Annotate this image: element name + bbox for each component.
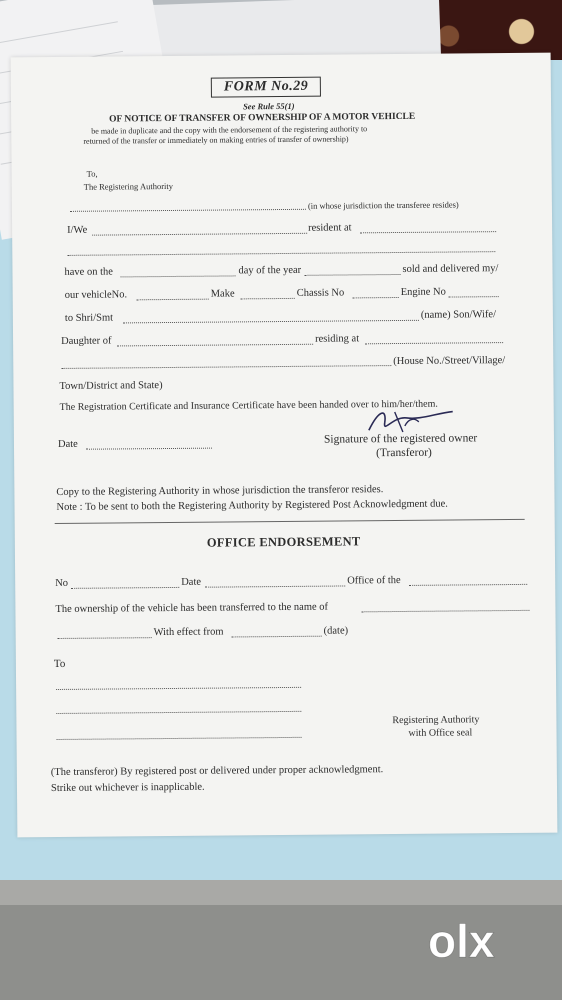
jurisdiction-blank xyxy=(70,209,306,212)
parent-name-blank xyxy=(117,344,313,347)
transferee-name-blank xyxy=(123,320,419,324)
house-street-label: (House No./Street/Village/ xyxy=(393,355,506,368)
daughter-of-label: Daughter of xyxy=(61,335,112,347)
endorse-date-blank xyxy=(205,585,345,587)
resident-blank xyxy=(360,231,496,233)
son-wife-label: (name) Son/Wife/ xyxy=(420,309,497,321)
footnote-strike-out: Strike out whichever is inapplicable. xyxy=(50,781,205,795)
endorse-date-label: Date xyxy=(181,576,202,588)
sold-delivered-label: sold and delivered my/ xyxy=(402,263,499,275)
year-blank xyxy=(305,274,401,276)
shri-smt-label: to Shri/Smt xyxy=(64,312,114,324)
office-seal-label: with Office seal xyxy=(408,727,473,739)
section-divider xyxy=(55,519,525,524)
residing-blank xyxy=(365,342,503,344)
address-blank xyxy=(67,251,495,256)
instruction-line-2: returned of the transfer or immediately on making entries of transfer of ownership) xyxy=(83,134,349,146)
town-state-label: Town/District and State) xyxy=(59,380,163,392)
transferor-label: (Transferor) xyxy=(376,446,432,460)
form-document xyxy=(11,53,558,838)
no-blank xyxy=(71,587,179,589)
engine-label: Engine No xyxy=(400,286,446,298)
i-we-label: I/We xyxy=(67,224,88,236)
to-label: To, xyxy=(86,168,98,179)
signature-label: Signature of the registered owner xyxy=(323,432,478,446)
olx-logo xyxy=(426,917,526,965)
handed-over-text: The Registration Certificate and Insurance Certificate have been handed over to him/her/them. xyxy=(59,398,438,413)
residing-at-label: residing at xyxy=(315,333,360,345)
date-label: Date xyxy=(57,438,78,450)
make-blank xyxy=(241,298,295,299)
date-paren-label: (date) xyxy=(323,625,349,637)
office-blank xyxy=(409,584,527,586)
new-owner-blank xyxy=(361,610,529,612)
olx-logo-text: olx xyxy=(428,917,495,965)
ownership-text: The ownership of the vehicle has been transferred to the name of xyxy=(55,601,329,616)
vehicle-no-label: our vehicleNo. xyxy=(64,289,128,301)
authority-label: The Registering Authority xyxy=(83,180,174,192)
note-line: Note : To be sent to both the Registering Authority by Registered Post Acknowledgment due. xyxy=(56,498,448,513)
house-blank xyxy=(61,365,391,369)
form-title: FORM No.29 xyxy=(211,77,322,98)
resident-label: resident at xyxy=(308,222,352,234)
effect-date-blank xyxy=(232,636,322,638)
engine-blank xyxy=(449,296,499,297)
copy-line: Copy to the Registering Authority in whose jurisdiction the transferor resides. xyxy=(56,484,384,498)
notice-heading: OF NOTICE OF TRANSFER OF OWNERSHIP OF A MOTOR VEHICLE xyxy=(109,111,416,125)
endorsement-heading: OFFICE ENDORSEMENT xyxy=(206,534,361,550)
chassis-blank xyxy=(353,297,399,298)
vehicle-no-blank xyxy=(137,299,209,301)
chassis-label: Chassis No xyxy=(296,287,345,299)
to-blank-3 xyxy=(57,737,302,740)
office-of-label: Office of the xyxy=(347,574,401,587)
date-blank xyxy=(86,448,212,450)
have-on-label: have on the xyxy=(64,266,113,278)
endorse-to-label: To xyxy=(53,657,66,671)
no-label: No xyxy=(55,577,69,590)
jurisdiction-label: (in whose jurisdiction the transferee resides) xyxy=(307,199,459,211)
to-blank-2 xyxy=(56,711,301,714)
effect-from-label: With effect from xyxy=(153,626,224,639)
day-year-label: day of the year xyxy=(238,264,302,277)
see-rule: See Rule 55(1) xyxy=(242,100,295,112)
instruction-line-1: be made in duplicate and the copy with the endorsement of the registering authority to xyxy=(91,124,368,136)
effect-blank xyxy=(58,637,152,639)
name-blank xyxy=(92,233,307,236)
reg-authority-label: Registering Authority xyxy=(392,714,480,727)
footnote-transferor: (The transferor) By registered post or delivered under proper acknowledgment. xyxy=(50,764,384,779)
make-label: Make xyxy=(210,288,235,300)
to-blank-1 xyxy=(56,687,301,690)
day-blank xyxy=(121,275,236,277)
